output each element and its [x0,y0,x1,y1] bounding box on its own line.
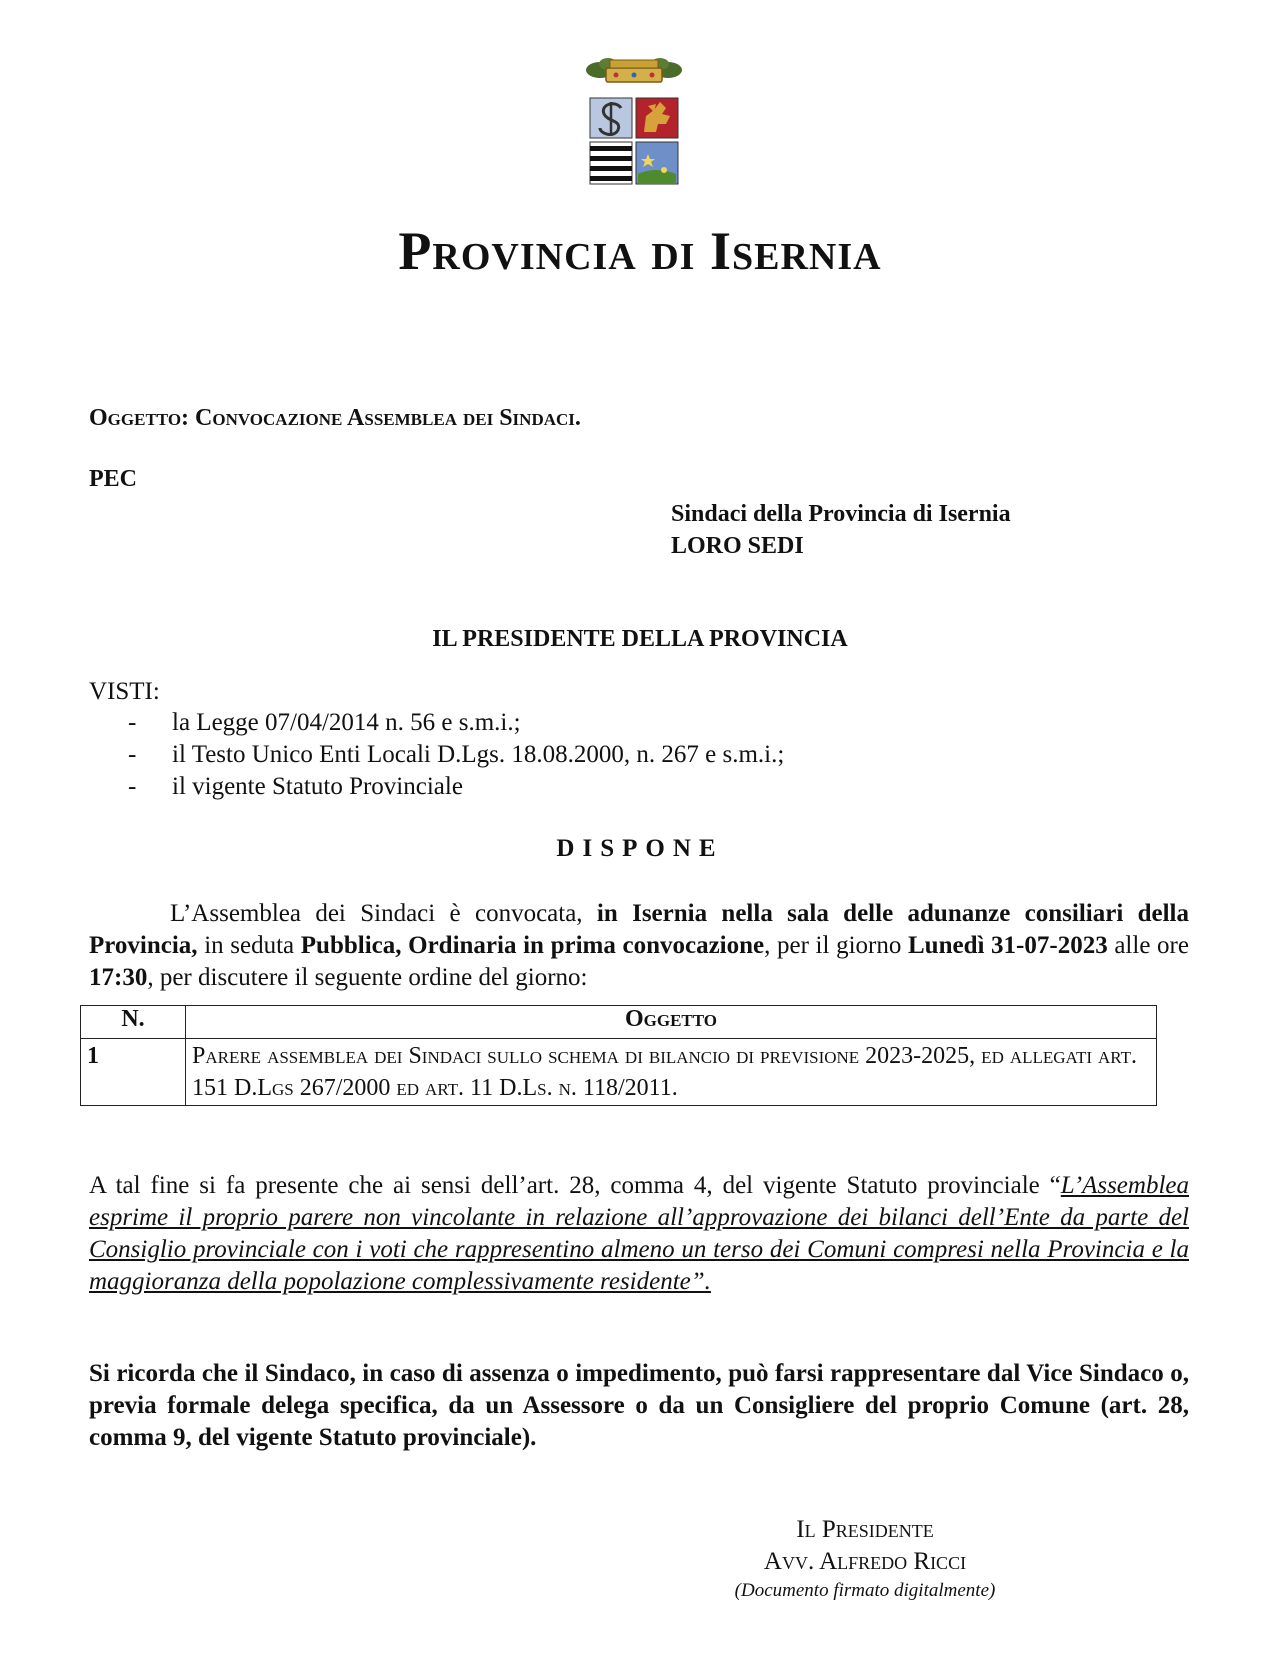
convocation-time: 17:30 [89,964,148,991]
agenda-item-subject: Parere assemblea dei Sindaci sullo schema di bilancio di previsione 2023-2025, ed allegati art. 151 D.Lgs 267/2000 ed art. 11 D.Ls. n. 118/2011. [186,1039,1157,1106]
agenda-col-number: N. [81,1006,186,1039]
statute-paragraph [89,1170,1189,1298]
agenda-col-subject: Oggetto [186,1006,1157,1039]
delivery-channel: PEC [89,466,137,492]
table-row [81,1039,1157,1106]
signature-block [700,1514,1030,1604]
signatory-name: Avv. Alfredo Ricci [763,1548,967,1575]
visti-item: - il Testo Unico Enti Locali D.Lgs. 18.08.2000, n. 267 e s.m.i.; [128,739,784,771]
convocation-text: , per discutere il seguente ordine del giorno: [147,964,588,991]
subject-line: Oggetto: Convocazione Assemblea dei Sindaci. [89,405,581,431]
visti-item: - il vigente Statuto Provinciale [128,771,784,803]
issuer-heading: IL PRESIDENTE DELLA PROVINCIA [432,626,848,652]
provincia-isernia-coat-of-arms-icon [586,54,682,190]
signatory-role: Il Presidente [796,1516,934,1543]
statute-intro: A tal fine si fa presente che ai sensi dell’art. 28, comma 4, del vigente Statuto provinciale “ [89,1172,1061,1199]
agenda-header-row [81,1006,1157,1039]
convocation-text: in seduta [197,932,301,959]
convocation-session-type: Pubblica, Ordinaria in prima convocazione [300,932,765,959]
agenda-table [80,1005,1157,1106]
convocation-date: Lunedì 31-07-2023 [907,932,1108,959]
dispone-heading: DISPONE [556,835,724,862]
visti-list [128,707,784,803]
convocation-text: , per il giorno [764,932,908,959]
recipient-block [671,498,1011,562]
convocation-text: L’Assemblea dei Sindaci è convocata, [170,900,597,927]
agenda-item-number: 1 [81,1039,186,1106]
convocation-text: alle ore [1107,932,1189,959]
convocation-location: in Isernia nella sala delle adunanze consiliari della Provincia, [89,900,1189,959]
reminder-paragraph: Si ricorda che il Sindaco, in caso di assenza o impedimento, può farsi rappresentare dal Vice Sindaco o, previa formale delega specifica, da un Assessore o da un Consigliere del proprio Comune (art. 28, comma 9, del vigente Statuto provinciale). [89,1360,1189,1451]
signature-note: (Documento firmato digitalmente) [734,1580,996,1601]
recipient-line: LORO SEDI [671,533,804,559]
recipient-line: Sindaci della Provincia di Isernia [671,501,1011,527]
page-title: Provincia di Isernia [398,221,882,281]
statute-quote: L’Assemblea esprime il proprio parere non vincolante in relazione all’approvazione dei bilanci dell’Ente da parte del Consiglio provinciale con i voti che rappresentino almeno un terso dei Comuni compresi nella Provincia e la maggioranza della popolazione complessivamente residente”. [89,1172,1189,1295]
visti-label: VISTI: [89,678,160,705]
visti-item: - la Legge 07/04/2014 n. 56 e s.m.i.; [128,707,784,739]
convocation-paragraph [89,898,1189,994]
